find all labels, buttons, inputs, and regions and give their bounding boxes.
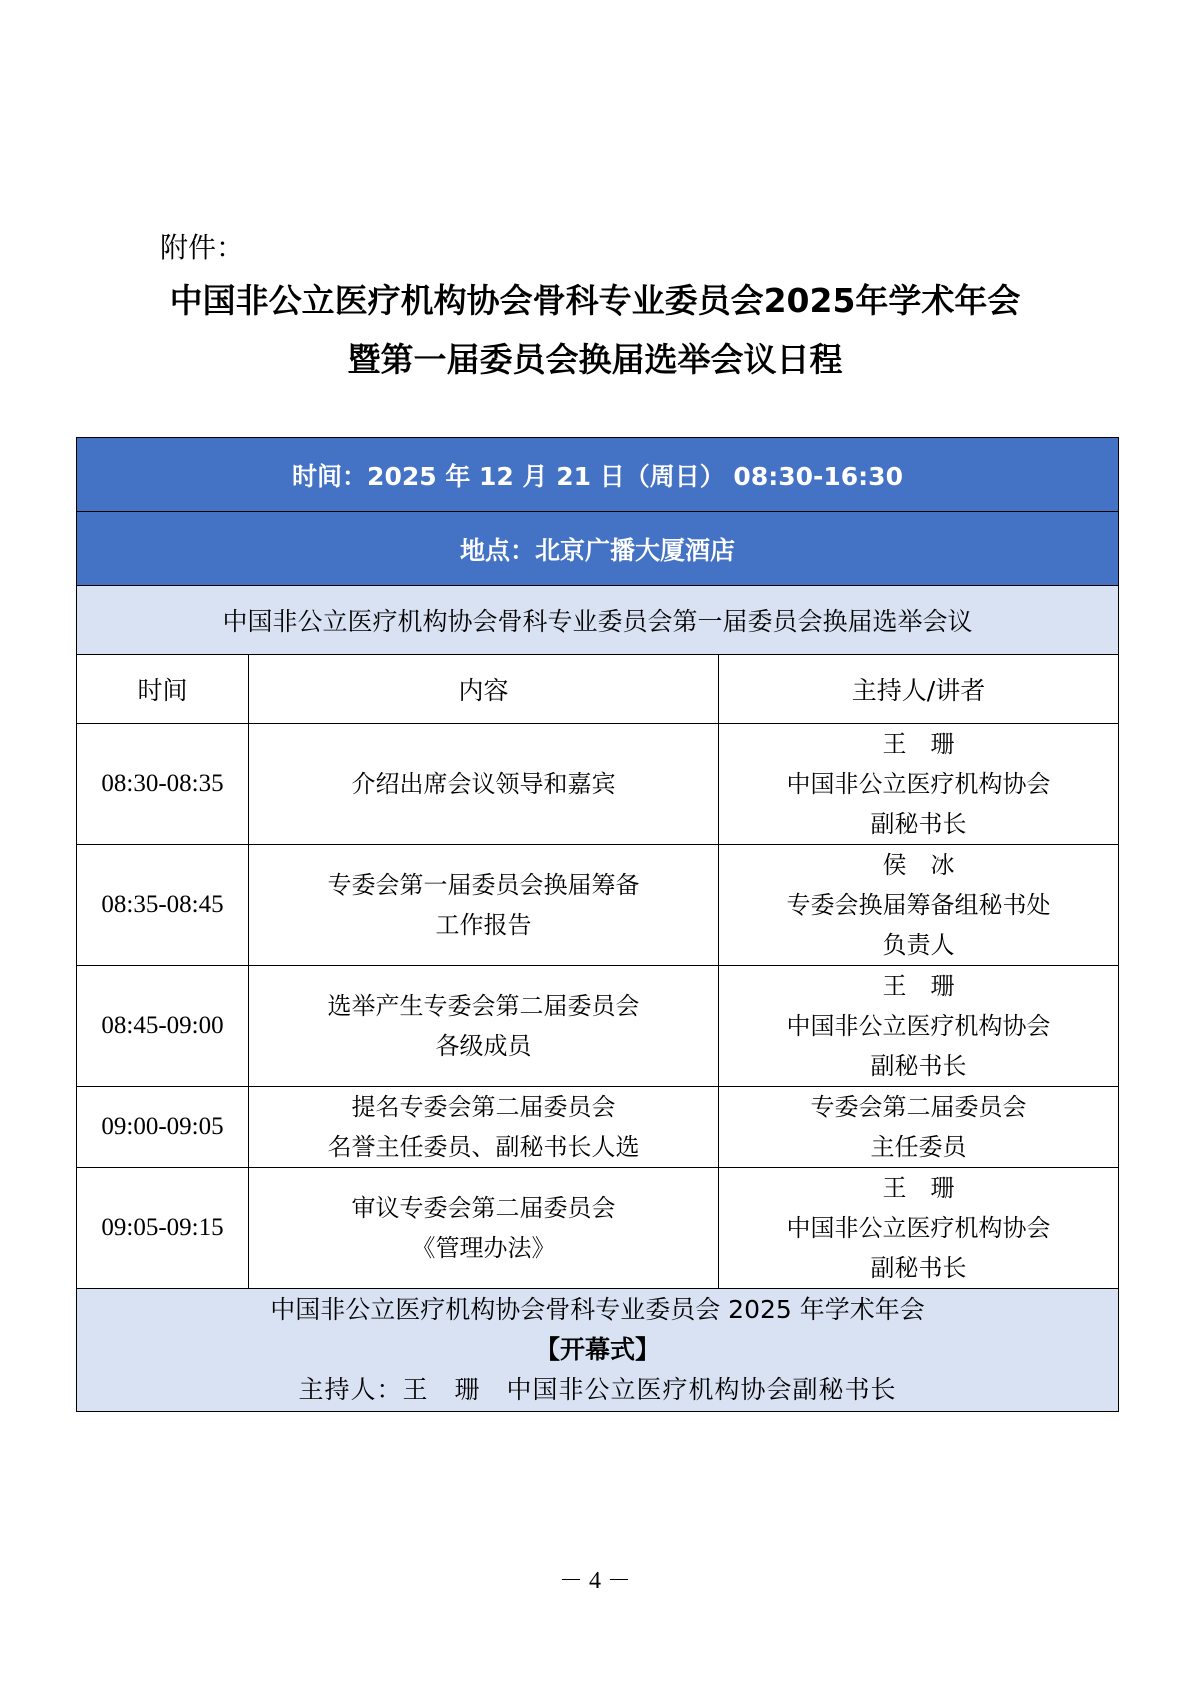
host-line: 副秘书长 (870, 1052, 967, 1080)
row-content (249, 845, 719, 966)
host-line: 专委会换届筹备组秘书处 (786, 891, 1051, 919)
row-content (249, 966, 719, 1087)
row-host (719, 724, 1119, 845)
meeting-title: 中国非公立医疗机构协会骨科专业委员会第一届委员会换届选举会议 (77, 586, 1119, 655)
table-row (77, 966, 1119, 1087)
row-host (719, 966, 1119, 1087)
table-row (77, 845, 1119, 966)
host-line: 中国非公立医疗机构协会 (786, 1214, 1051, 1242)
content-line: 介绍出席会议领导和嘉宾 (351, 770, 616, 798)
table-row (77, 1168, 1119, 1289)
row-time: 08:45-09:00 (77, 966, 249, 1087)
attachment-label: 附件： (160, 231, 245, 264)
row-content (249, 724, 719, 845)
time-band: 时间：2025 年 12 月 21 日（周日） 08:30-16:30 (77, 438, 1119, 512)
page-number: － 4 － (559, 1568, 631, 1594)
row-host (719, 845, 1119, 966)
footer-host: 主持人：王 珊 中国非公立医疗机构协会副秘书长 (298, 1375, 897, 1404)
header-host: 主持人/讲者 (719, 655, 1119, 724)
footer-subtitle: 【开幕式】 (535, 1335, 661, 1364)
footer-title: 中国非公立医疗机构协会骨科专业委员会 2025 年学术年会 (270, 1295, 925, 1324)
host-line: 副秘书长 (870, 1254, 967, 1282)
header-content: 内容 (249, 655, 719, 724)
content-line: 选举产生专委会第二届委员会 (327, 992, 640, 1020)
content-line: 审议专委会第二届委员会 (351, 1194, 616, 1222)
row-time: 08:30-08:35 (77, 724, 249, 845)
opening-ceremony-section (77, 1289, 1119, 1412)
host-line: 王 珊 (882, 972, 955, 1000)
row-content (249, 1087, 719, 1168)
host-line: 王 珊 (882, 1174, 955, 1202)
content-line: 专委会第一届委员会换届筹备 (327, 871, 640, 899)
table-header (77, 655, 1119, 724)
content-line: 各级成员 (435, 1032, 532, 1060)
page-title-line2: 暨第一届委员会换届选举会议日程 (347, 340, 843, 379)
row-time: 09:05-09:15 (77, 1168, 249, 1289)
page-title-line1: 中国非公立医疗机构协会骨科专业委员会2025年学术年会 (169, 281, 1021, 320)
content-line: 工作报告 (435, 911, 532, 939)
host-line: 专委会第二届委员会 (810, 1093, 1027, 1121)
table-row (77, 1087, 1119, 1168)
content-line: 《管理办法》 (411, 1234, 556, 1262)
row-time: 09:00-09:05 (77, 1087, 249, 1168)
header-time: 时间 (77, 655, 249, 724)
host-line: 侯 冰 (882, 851, 955, 879)
venue-band: 地点：北京广播大厦酒店 (77, 512, 1119, 586)
row-time: 08:35-08:45 (77, 845, 249, 966)
host-line: 王 珊 (882, 730, 955, 758)
row-content (249, 1168, 719, 1289)
host-line: 副秘书长 (870, 810, 967, 838)
host-line: 中国非公立医疗机构协会 (786, 770, 1051, 798)
table-row (77, 724, 1119, 845)
row-host (719, 1168, 1119, 1289)
host-line: 负责人 (882, 931, 955, 959)
host-line: 中国非公立医疗机构协会 (786, 1012, 1051, 1040)
content-line: 名誉主任委员、副秘书长人选 (327, 1133, 640, 1161)
schedule-table (76, 437, 1119, 1412)
row-host (719, 1087, 1119, 1168)
content-line: 提名专委会第二届委员会 (351, 1093, 616, 1121)
host-line: 主任委员 (870, 1133, 967, 1161)
